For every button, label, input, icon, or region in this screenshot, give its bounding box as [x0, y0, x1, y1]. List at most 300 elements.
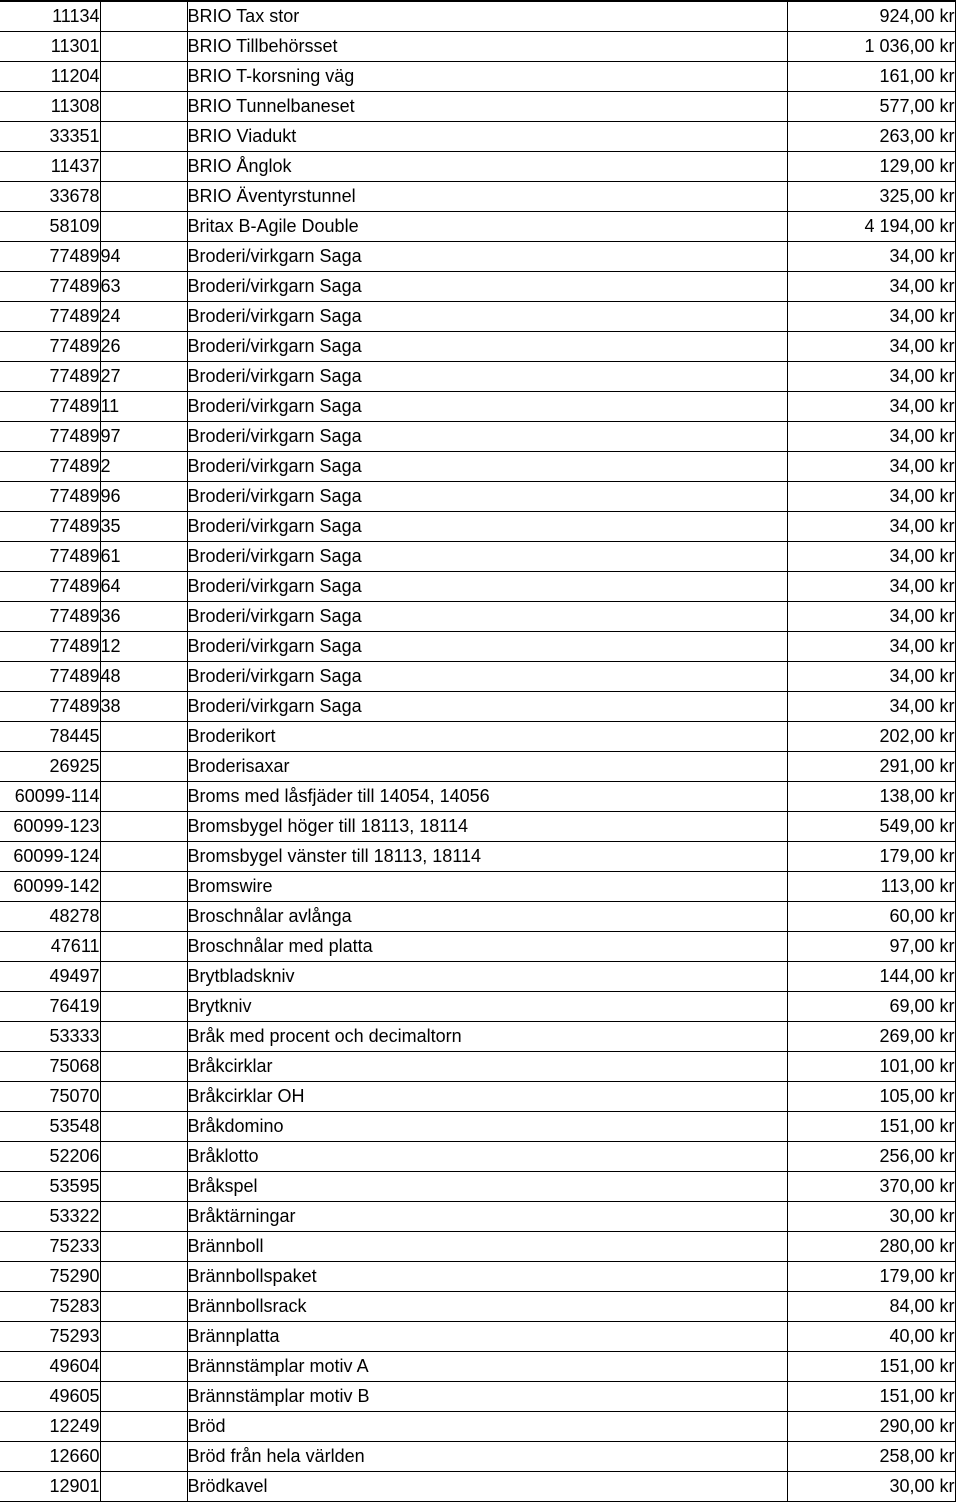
price-cell: 269,00 kr	[787, 1022, 955, 1052]
product-name-cell: Broderi/virkgarn Saga	[187, 572, 787, 602]
article-number-cell	[0, 542, 100, 572]
article-number: 12660	[49, 1446, 100, 1466]
article-number-cell	[0, 842, 100, 872]
table-row	[0, 722, 955, 752]
article-number-cell	[0, 1262, 100, 1292]
article-number: 12901	[49, 1476, 100, 1496]
color-code-cell	[100, 812, 187, 842]
product-name-cell: Brödkavel	[187, 1472, 787, 1502]
color-code-cell: 48	[100, 662, 187, 692]
color-code-cell: 63	[100, 272, 187, 302]
table-row	[0, 962, 955, 992]
article-number: 77489	[49, 636, 100, 656]
article-number-cell	[0, 992, 100, 1022]
article-number-cell	[0, 1112, 100, 1142]
article-number-cell	[0, 482, 100, 512]
product-name-cell: BRIO Ånglok	[187, 152, 787, 182]
color-code-cell	[100, 872, 187, 902]
article-number-cell	[0, 662, 100, 692]
color-code-cell	[100, 122, 187, 152]
price-cell: 34,00 kr	[787, 242, 955, 272]
article-number: 53548	[49, 1116, 100, 1136]
article-number: 60099-123	[13, 816, 100, 836]
price-cell: 291,00 kr	[787, 752, 955, 782]
article-number: 58109	[49, 216, 100, 236]
price-cell: 370,00 kr	[787, 1172, 955, 1202]
table-row	[0, 1412, 955, 1442]
article-number-cell	[0, 62, 100, 92]
price-cell: 290,00 kr	[787, 1412, 955, 1442]
price-cell: 34,00 kr	[787, 392, 955, 422]
table-row	[0, 362, 955, 392]
article-number: 60099-124	[13, 846, 100, 866]
price-cell: 280,00 kr	[787, 1232, 955, 1262]
color-code-cell	[100, 1232, 187, 1262]
price-cell: 34,00 kr	[787, 272, 955, 302]
article-number-cell	[0, 872, 100, 902]
article-number: 75290	[49, 1266, 100, 1286]
product-name-cell: Bråkdomino	[187, 1112, 787, 1142]
article-number: 11301	[50, 36, 100, 56]
price-cell: 1 036,00 kr	[787, 32, 955, 62]
article-number-cell	[0, 242, 100, 272]
table-row	[0, 452, 955, 482]
price-cell: 129,00 kr	[787, 152, 955, 182]
color-code-cell	[100, 1, 187, 32]
color-code-cell	[100, 1202, 187, 1232]
color-code-cell: 35	[100, 512, 187, 542]
price-cell: 30,00 kr	[787, 1202, 955, 1232]
article-number: 78445	[49, 726, 100, 746]
product-name-cell: Broderi/virkgarn Saga	[187, 302, 787, 332]
table-row	[0, 752, 955, 782]
article-number-cell	[0, 32, 100, 62]
product-name-cell: Broms med låsfjäder till 14054, 14056	[187, 782, 787, 812]
article-number-cell	[0, 722, 100, 752]
color-code-cell: 12	[100, 632, 187, 662]
product-name-cell: Bråkcirklar OH	[187, 1082, 787, 1112]
color-code-cell	[100, 722, 187, 752]
table-row	[0, 1142, 955, 1172]
price-cell: 161,00 kr	[787, 62, 955, 92]
table-row	[0, 512, 955, 542]
product-name-cell: Broderi/virkgarn Saga	[187, 542, 787, 572]
table-row	[0, 542, 955, 572]
article-number: 75293	[49, 1326, 100, 1346]
color-code-cell: 97	[100, 422, 187, 452]
product-name-cell: Brännplatta	[187, 1322, 787, 1352]
article-number: 52206	[49, 1146, 100, 1166]
table-row	[0, 152, 955, 182]
price-cell: 4 194,00 kr	[787, 212, 955, 242]
table-row	[0, 992, 955, 1022]
price-cell: 34,00 kr	[787, 662, 955, 692]
article-number: 49605	[49, 1386, 100, 1406]
table-row	[0, 32, 955, 62]
color-code-cell	[100, 1442, 187, 1472]
table-row	[0, 242, 955, 272]
table-row	[0, 1202, 955, 1232]
price-cell: 258,00 kr	[787, 1442, 955, 1472]
article-number: 77489	[49, 276, 100, 296]
table-row	[0, 212, 955, 242]
article-number-cell	[0, 752, 100, 782]
color-code-cell	[100, 902, 187, 932]
article-number: 75283	[49, 1296, 100, 1316]
product-name-cell: Broderi/virkgarn Saga	[187, 692, 787, 722]
article-number-cell	[0, 152, 100, 182]
article-number-cell	[0, 782, 100, 812]
article-number-cell	[0, 422, 100, 452]
article-number: 77489	[49, 366, 100, 386]
price-cell: 34,00 kr	[787, 422, 955, 452]
price-cell: 179,00 kr	[787, 842, 955, 872]
table-row	[0, 122, 955, 152]
article-number: 77489	[49, 306, 100, 326]
color-code-cell	[100, 752, 187, 782]
article-number: 48278	[49, 906, 100, 926]
price-cell: 577,00 kr	[787, 92, 955, 122]
table-row	[0, 92, 955, 122]
color-code-cell	[100, 1052, 187, 1082]
product-name-cell: Brännbollspaket	[187, 1262, 787, 1292]
product-name-cell: Broderi/virkgarn Saga	[187, 392, 787, 422]
price-cell: 144,00 kr	[787, 962, 955, 992]
article-number: 75233	[49, 1236, 100, 1256]
product-name-cell: Bråklotto	[187, 1142, 787, 1172]
table-row	[0, 422, 955, 452]
product-name-cell: Broderi/virkgarn Saga	[187, 632, 787, 662]
article-number: 77489	[49, 246, 100, 266]
product-name-cell: Bråkspel	[187, 1172, 787, 1202]
article-number-cell	[0, 1082, 100, 1112]
price-cell: 113,00 kr	[787, 872, 955, 902]
article-number: 53322	[49, 1206, 100, 1226]
table-row	[0, 1, 955, 32]
product-name-cell: Broderi/virkgarn Saga	[187, 512, 787, 542]
color-code-cell: 94	[100, 242, 187, 272]
price-cell: 34,00 kr	[787, 602, 955, 632]
article-number: 77489	[49, 456, 100, 476]
product-name-cell: Britax B-Agile Double	[187, 212, 787, 242]
color-code-cell: 24	[100, 302, 187, 332]
table-row	[0, 1442, 955, 1472]
product-name-cell: Broderisaxar	[187, 752, 787, 782]
article-number: 11308	[50, 96, 100, 116]
product-name-cell: Bråktärningar	[187, 1202, 787, 1232]
product-name-cell: Bråk med procent och decimaltorn	[187, 1022, 787, 1052]
article-number-cell	[0, 962, 100, 992]
article-number-cell	[0, 572, 100, 602]
price-cell: 34,00 kr	[787, 302, 955, 332]
price-cell: 151,00 kr	[787, 1112, 955, 1142]
table-row	[0, 1082, 955, 1112]
article-number-cell	[0, 1022, 100, 1052]
article-number: 11437	[50, 156, 100, 176]
article-number: 53333	[49, 1026, 100, 1046]
color-code-cell	[100, 1322, 187, 1352]
product-name-cell: Bromsbygel vänster till 18113, 18114	[187, 842, 787, 872]
table-row	[0, 1382, 955, 1412]
product-name-cell: Broderi/virkgarn Saga	[187, 242, 787, 272]
product-name-cell: Broderi/virkgarn Saga	[187, 602, 787, 632]
table-row	[0, 1052, 955, 1082]
product-name-cell: Bröd	[187, 1412, 787, 1442]
color-code-cell: 36	[100, 602, 187, 632]
product-name-cell: Broderi/virkgarn Saga	[187, 362, 787, 392]
table-row	[0, 1112, 955, 1142]
product-name-cell: Broschnålar med platta	[187, 932, 787, 962]
table-row	[0, 392, 955, 422]
article-number: 26925	[49, 756, 100, 776]
article-number-cell	[0, 1292, 100, 1322]
price-cell: 179,00 kr	[787, 1262, 955, 1292]
article-number-cell	[0, 1412, 100, 1442]
table-row	[0, 1232, 955, 1262]
price-list-body	[0, 1, 955, 1502]
color-code-cell	[100, 932, 187, 962]
table-row	[0, 782, 955, 812]
price-cell: 34,00 kr	[787, 482, 955, 512]
table-row	[0, 572, 955, 602]
article-number: 75070	[49, 1086, 100, 1106]
article-number: 49497	[49, 966, 100, 986]
table-row	[0, 812, 955, 842]
table-row	[0, 482, 955, 512]
table-row	[0, 182, 955, 212]
article-number: 33351	[49, 126, 100, 146]
article-number: 75068	[49, 1056, 100, 1076]
table-row	[0, 632, 955, 662]
article-number-cell	[0, 632, 100, 662]
product-name-cell: Brytbladskniv	[187, 962, 787, 992]
color-code-cell	[100, 842, 187, 872]
color-code-cell	[100, 1292, 187, 1322]
color-code-cell	[100, 992, 187, 1022]
article-number-cell	[0, 1382, 100, 1412]
color-code-cell: 38	[100, 692, 187, 722]
color-code-cell	[100, 212, 187, 242]
article-number: 60099-114	[14, 786, 100, 806]
price-cell: 549,00 kr	[787, 812, 955, 842]
article-number-cell	[0, 692, 100, 722]
price-cell: 34,00 kr	[787, 332, 955, 362]
article-number: 77489	[49, 486, 100, 506]
article-number: 47611	[50, 936, 100, 956]
article-number-cell	[0, 602, 100, 632]
product-name-cell: Bråkcirklar	[187, 1052, 787, 1082]
table-row	[0, 1352, 955, 1382]
article-number: 77489	[49, 666, 100, 686]
table-row	[0, 1322, 955, 1352]
product-name-cell: Broschnålar avlånga	[187, 902, 787, 932]
product-name-cell: Bromswire	[187, 872, 787, 902]
article-number: 60099-142	[13, 876, 100, 896]
color-code-cell	[100, 182, 187, 212]
price-cell: 84,00 kr	[787, 1292, 955, 1322]
product-name-cell: BRIO Tax stor	[187, 1, 787, 32]
table-row	[0, 902, 955, 932]
price-cell: 325,00 kr	[787, 182, 955, 212]
price-cell: 30,00 kr	[787, 1472, 955, 1502]
article-number-cell	[0, 122, 100, 152]
product-name-cell: BRIO Tunnelbaneset	[187, 92, 787, 122]
table-row	[0, 332, 955, 362]
color-code-cell	[100, 1172, 187, 1202]
price-cell: 151,00 kr	[787, 1382, 955, 1412]
table-row	[0, 1262, 955, 1292]
color-code-cell	[100, 782, 187, 812]
color-code-cell: 11	[100, 392, 187, 422]
product-name-cell: Bromsbygel höger till 18113, 18114	[187, 812, 787, 842]
article-number-cell	[0, 1322, 100, 1352]
article-number-cell	[0, 1352, 100, 1382]
product-name-cell: Brännstämplar motiv A	[187, 1352, 787, 1382]
price-cell: 151,00 kr	[787, 1352, 955, 1382]
color-code-cell	[100, 32, 187, 62]
product-name-cell: Bröd från hela världen	[187, 1442, 787, 1472]
color-code-cell	[100, 62, 187, 92]
color-code-cell	[100, 1412, 187, 1442]
table-row	[0, 932, 955, 962]
article-number: 77489	[49, 546, 100, 566]
article-number: 11204	[50, 66, 100, 86]
price-cell: 69,00 kr	[787, 992, 955, 1022]
price-cell: 34,00 kr	[787, 542, 955, 572]
price-cell: 34,00 kr	[787, 692, 955, 722]
price-cell: 40,00 kr	[787, 1322, 955, 1352]
price-cell: 256,00 kr	[787, 1142, 955, 1172]
product-name-cell: Brännboll	[187, 1232, 787, 1262]
article-number-cell	[0, 392, 100, 422]
price-cell: 924,00 kr	[787, 1, 955, 32]
table-row	[0, 302, 955, 332]
article-number: 49604	[49, 1356, 100, 1376]
article-number: 77489	[49, 606, 100, 626]
article-number-cell	[0, 452, 100, 482]
article-number-cell	[0, 1442, 100, 1472]
article-number-cell	[0, 332, 100, 362]
table-row	[0, 272, 955, 302]
price-cell: 105,00 kr	[787, 1082, 955, 1112]
article-number-cell	[0, 812, 100, 842]
product-name-cell: BRIO Tillbehörsset	[187, 32, 787, 62]
article-number-cell	[0, 1, 100, 32]
price-cell: 101,00 kr	[787, 1052, 955, 1082]
product-name-cell: Brytkniv	[187, 992, 787, 1022]
table-row	[0, 62, 955, 92]
color-code-cell	[100, 1142, 187, 1172]
article-number: 12249	[49, 1416, 100, 1436]
table-row	[0, 602, 955, 632]
color-code-cell: 96	[100, 482, 187, 512]
table-row	[0, 1172, 955, 1202]
table-row	[0, 872, 955, 902]
color-code-cell: 64	[100, 572, 187, 602]
article-number-cell	[0, 362, 100, 392]
article-number: 77489	[49, 396, 100, 416]
table-row	[0, 662, 955, 692]
price-cell: 34,00 kr	[787, 572, 955, 602]
price-cell: 202,00 kr	[787, 722, 955, 752]
product-name-cell: Brännbollsrack	[187, 1292, 787, 1322]
article-number: 11134	[52, 6, 100, 26]
article-number-cell	[0, 1472, 100, 1502]
article-number-cell	[0, 1232, 100, 1262]
article-number: 77489	[49, 516, 100, 536]
article-number: 53595	[49, 1176, 100, 1196]
color-code-cell	[100, 962, 187, 992]
product-name-cell: Broderi/virkgarn Saga	[187, 662, 787, 692]
price-cell: 34,00 kr	[787, 452, 955, 482]
article-number-cell	[0, 1052, 100, 1082]
article-number: 77489	[49, 576, 100, 596]
table-row	[0, 1022, 955, 1052]
price-cell: 34,00 kr	[787, 632, 955, 662]
color-code-cell: 26	[100, 332, 187, 362]
color-code-cell	[100, 152, 187, 182]
color-code-cell	[100, 1112, 187, 1142]
product-name-cell: BRIO Viadukt	[187, 122, 787, 152]
article-number: 77489	[49, 336, 100, 356]
color-code-cell	[100, 1022, 187, 1052]
price-cell: 34,00 kr	[787, 362, 955, 392]
article-number-cell	[0, 512, 100, 542]
color-code-cell	[100, 92, 187, 122]
price-cell: 97,00 kr	[787, 932, 955, 962]
product-name-cell: Broderi/virkgarn Saga	[187, 422, 787, 452]
product-name-cell: Broderikort	[187, 722, 787, 752]
product-name-cell: Brännstämplar motiv B	[187, 1382, 787, 1412]
price-cell: 34,00 kr	[787, 512, 955, 542]
article-number: 33678	[49, 186, 100, 206]
article-number-cell	[0, 272, 100, 302]
price-cell: 263,00 kr	[787, 122, 955, 152]
article-number-cell	[0, 302, 100, 332]
product-name-cell: Broderi/virkgarn Saga	[187, 452, 787, 482]
article-number: 77489	[49, 696, 100, 716]
table-row	[0, 1472, 955, 1502]
color-code-cell	[100, 1472, 187, 1502]
color-code-cell	[100, 1352, 187, 1382]
article-number-cell	[0, 1142, 100, 1172]
article-number: 76419	[49, 996, 100, 1016]
color-code-cell: 61	[100, 542, 187, 572]
price-cell: 138,00 kr	[787, 782, 955, 812]
article-number-cell	[0, 1172, 100, 1202]
table-row	[0, 842, 955, 872]
product-name-cell: Broderi/virkgarn Saga	[187, 332, 787, 362]
article-number-cell	[0, 902, 100, 932]
table-row	[0, 692, 955, 722]
article-number: 77489	[49, 426, 100, 446]
article-number-cell	[0, 182, 100, 212]
price-cell: 60,00 kr	[787, 902, 955, 932]
color-code-cell: 2	[100, 452, 187, 482]
color-code-cell	[100, 1382, 187, 1412]
color-code-cell	[100, 1082, 187, 1112]
product-name-cell: Broderi/virkgarn Saga	[187, 272, 787, 302]
color-code-cell: 27	[100, 362, 187, 392]
product-name-cell: Broderi/virkgarn Saga	[187, 482, 787, 512]
article-number-cell	[0, 92, 100, 122]
product-name-cell: BRIO Äventyrstunnel	[187, 182, 787, 212]
table-row	[0, 1292, 955, 1322]
article-number-cell	[0, 932, 100, 962]
article-number-cell	[0, 1202, 100, 1232]
product-name-cell: BRIO T-korsning väg	[187, 62, 787, 92]
color-code-cell	[100, 1262, 187, 1292]
